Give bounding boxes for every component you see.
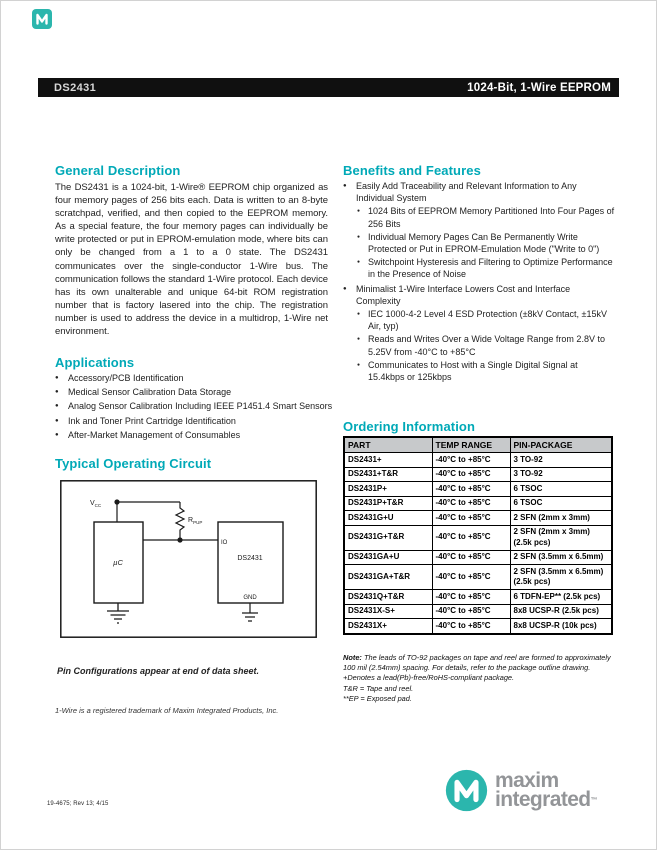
table-row [344, 453, 612, 468]
table-row [344, 496, 612, 511]
footnote: T&R = Tape and reel. [343, 683, 414, 693]
ground-symbol [242, 603, 258, 621]
column-header-temp-range: TEMP RANGE [432, 437, 510, 453]
temp-cell: -40°C to +85°C [432, 565, 510, 590]
table-row [344, 467, 612, 482]
temp-cell: -40°C to +85°C [432, 550, 510, 565]
part-number: DS2431 [54, 81, 97, 94]
table-row [344, 590, 612, 605]
ground-symbol [107, 603, 129, 623]
benefits-features-heading: Benefits and Features [343, 163, 481, 178]
document-number: 19-4675; Rev 13; 4/15 [47, 801, 109, 807]
package-cell: 3 TO-92 [510, 467, 612, 482]
list-item: ● Accessory/PCB Identification [55, 372, 333, 384]
footnote: **EP = Exposed pad. [343, 694, 412, 704]
package-cell: 2 SFN (3.5mm x 6.5mm) (2.5k pcs) [510, 565, 612, 590]
package-cell: 2 SFN (3.5mm x 6.5mm) [510, 550, 612, 565]
circuit-schematic [60, 480, 317, 638]
list-item: ● Individual Memory Pages Can Be Permanently Write Protected or Put in EPROM-Emulation Mode ("Write to 0") [356, 231, 615, 255]
column-header-part: PART [344, 437, 432, 453]
note-label: Note: [343, 653, 362, 662]
table-row [344, 511, 612, 526]
temp-cell: -40°C to +85°C [432, 496, 510, 511]
part-cell: DS2431G+T&R [344, 525, 432, 550]
benefit-sublist [356, 205, 615, 280]
benefit-text: Easily Add Traceability and Relevant Information to Any Individual System [356, 181, 577, 204]
temp-cell: -40°C to +85°C [432, 453, 510, 468]
vcc-label: $V_{CC}$ [90, 500, 102, 508]
header-bar [38, 78, 619, 97]
ordering-notes [343, 653, 619, 705]
package-cell: 6 TDFN-EP** (2.5k pcs) [510, 590, 612, 605]
part-cell: DS2431+T&R [344, 467, 432, 482]
trademark-symbol: ™ [590, 797, 598, 804]
list-item: ● IEC 1000-4-2 Level 4 ESD Protection (±8kV Contact, ±15kV Air, typ) [356, 308, 615, 332]
list-item: ● Analog Sensor Calibration Including IEEE P1451.4 Smart Sensors [55, 400, 333, 412]
part-cell: DS2431P+T&R [344, 496, 432, 511]
temp-cell: -40°C to +85°C [432, 619, 510, 634]
rpup-label: $R_{PUP}$ [188, 517, 203, 525]
table-header-row [344, 437, 612, 453]
typical-operating-circuit-heading: Typical Operating Circuit [55, 456, 212, 471]
table-row [344, 619, 612, 634]
pullup-resistor [176, 502, 184, 540]
list-item: ● After-Market Management of Consumables [55, 429, 333, 441]
benefit-sublist [356, 308, 615, 383]
package-cell: 6 TSOC [510, 482, 612, 497]
package-cell: 3 TO-92 [510, 453, 612, 468]
maxim-m-circle-icon [445, 769, 488, 812]
table-row [344, 565, 612, 590]
list-item: ● Switchpoint Hysteresis and Filtering to Optimize Performance in the Presence of Noise [356, 256, 615, 280]
applications-list [55, 372, 333, 443]
column-header-pin-package: PIN-PACKAGE [510, 437, 612, 453]
pin-configurations-note: Pin Configurations appear at end of data sheet. [57, 666, 260, 676]
package-cell: 6 TSOC [510, 496, 612, 511]
list-item [343, 180, 615, 281]
part-cell: DS2431+ [344, 453, 432, 468]
microcontroller-label: µC [113, 558, 123, 567]
note-body: The leads of TO-92 packages on tape and reel are formed to approximately 100 mil (2.54mm) spacing. For details, refer to the package outline drawing. [343, 653, 611, 672]
package-cell: 8x8 UCSP-R (10k pcs) [510, 619, 612, 634]
wordmark-line1: maxim [495, 769, 559, 792]
temp-cell: -40°C to +85°C [432, 525, 510, 550]
page-title: 1024-Bit, 1-Wire EEPROM [467, 81, 611, 94]
maxim-wordmark [495, 771, 598, 810]
benefit-text: Minimalist 1-Wire Interface Lowers Cost and Interface Complexity [356, 283, 571, 306]
table-row [344, 482, 612, 497]
temp-cell: -40°C to +85°C [432, 467, 510, 482]
maxim-logo-mark-small [32, 9, 52, 29]
ordering-information-table [343, 436, 613, 635]
table-row [344, 525, 612, 550]
temp-cell: -40°C to +85°C [432, 482, 510, 497]
list-item: ● Medical Sensor Calibration Data Storage [55, 386, 333, 398]
part-cell: DS2431P+ [344, 482, 432, 497]
ordering-information-heading: Ordering Information [343, 419, 475, 434]
package-cell: 8x8 UCSP-R (2.5k pcs) [510, 604, 612, 619]
package-cell: 2 SFN (2mm x 3mm) (2.5k pcs) [510, 525, 612, 550]
io-pin-label: IO [221, 540, 228, 546]
applications-heading: Applications [55, 355, 135, 370]
benefits-features-list [343, 180, 615, 385]
part-cell: DS2431GA+T&R [344, 565, 432, 590]
table-row [344, 604, 612, 619]
gnd-pin-label: GND [243, 595, 257, 601]
general-description-heading: General Description [55, 163, 181, 178]
ds2431-box [218, 522, 283, 603]
general-description-body: The DS2431 is a 1024-bit, 1-Wire® EEPROM chip organized as four memory pages of 256 bits each. Data is written to an 8-byte scratchpad, verified, and then copied to the EEPROM memory. As a special feature, the four memory pages can individually be write protected or put in EPROM-emulation mode, where bits can only be changed from a 1 to a 0 state. The DS2431 communicates over the single-conductor 1-Wire bus. The communication follows the standard 1-Wire protocol. Each device has its own unalterable and unique 64-bit ROM registration number that is factory lasered into the chip. The registration number is used to address the device in a multidrop, 1-Wire net environment. [55, 182, 328, 338]
part-cell: DS2431GA+U [344, 550, 432, 565]
table-row [344, 550, 612, 565]
list-item: ● Reads and Writes Over a Wide Voltage Range from 2.8V to 5.25V from -40°C to +85°C [356, 333, 615, 357]
list-item: ● Ink and Toner Print Cartridge Identification [55, 415, 333, 427]
typical-operating-circuit-diagram [60, 480, 317, 643]
temp-cell: -40°C to +85°C [432, 511, 510, 526]
part-cell: DS2431Q+T&R [344, 590, 432, 605]
maxim-integrated-logo [445, 769, 598, 812]
wordmark-line2: integrated™ [495, 788, 598, 811]
temp-cell: -40°C to +85°C [432, 590, 510, 605]
table-note [343, 653, 619, 672]
trademark-note: 1-Wire is a registered trademark of Maxim Integrated Products, Inc. [55, 706, 279, 715]
maxim-m-icon [32, 9, 52, 29]
part-cell: DS2431G+U [344, 511, 432, 526]
package-cell: 2 SFN (2mm x 3mm) [510, 511, 612, 526]
list-item: ● 1024 Bits of EEPROM Memory Partitioned Into Four Pages of 256 Bits [356, 205, 615, 229]
list-item [343, 283, 615, 384]
part-cell: DS2431X+ [344, 619, 432, 634]
footnote: +Denotes a lead(Pb)-free/RoHS-compliant package. [343, 673, 515, 683]
temp-cell: -40°C to +85°C [432, 604, 510, 619]
list-item: ● Communicates to Host with a Single Digital Signal at 15.4kbps or 125kbps [356, 359, 615, 383]
part-cell: DS2431X-S+ [344, 604, 432, 619]
device-label: DS2431 [237, 555, 263, 562]
